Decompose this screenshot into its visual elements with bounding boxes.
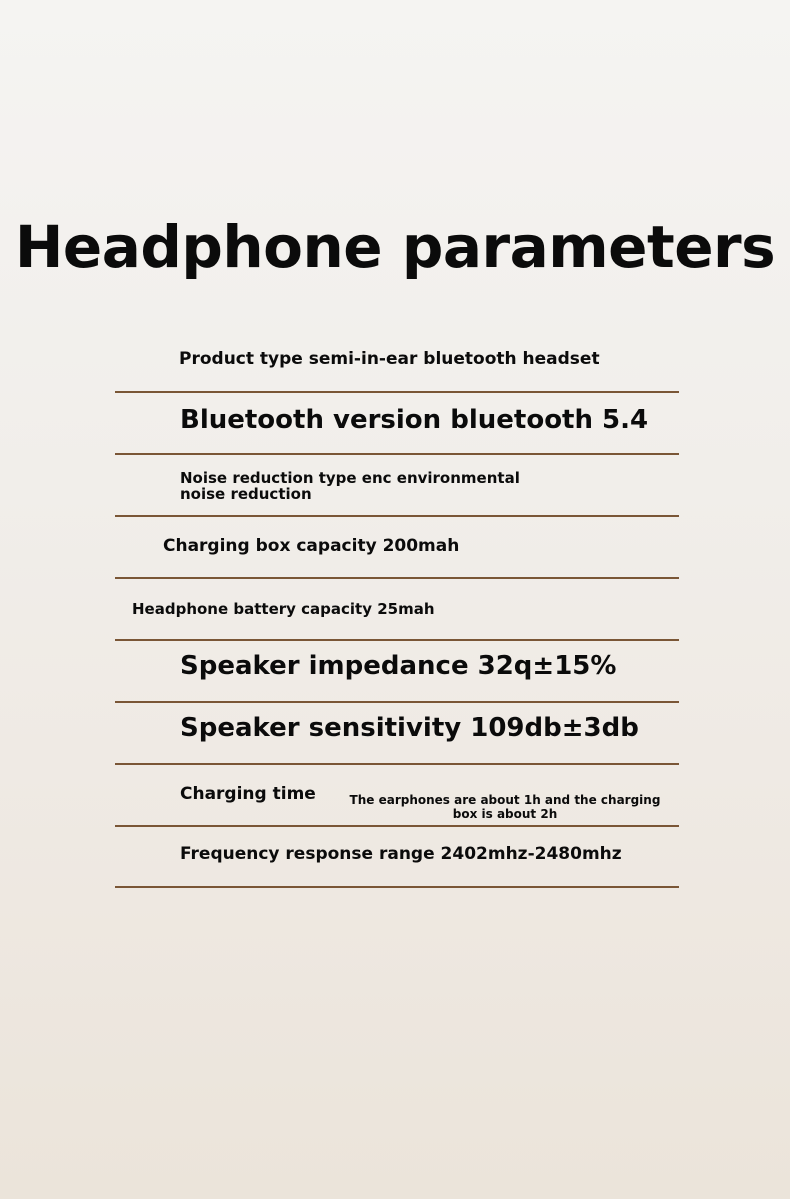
divider [115, 701, 679, 703]
divider [115, 577, 679, 579]
divider [115, 391, 679, 393]
spec-bluetooth-version: Bluetooth version bluetooth 5.4 [180, 405, 649, 435]
divider [115, 453, 679, 455]
divider [115, 763, 679, 765]
spec-product-type: Product type semi-in-ear bluetooth headset [179, 349, 600, 369]
divider [115, 639, 679, 641]
divider [115, 515, 679, 517]
spec-charging-time-value: The earphones are about 1h and the charging box is about 2h [349, 793, 661, 821]
divider [115, 886, 679, 888]
spec-battery-capacity: Headphone battery capacity 25mah [132, 600, 435, 618]
spec-charging-box-capacity: Charging box capacity 200mah [163, 536, 460, 556]
page-title: Headphone parameters [14, 213, 776, 281]
spec-speaker-impedance: Speaker impedance 32q±15% [180, 651, 617, 681]
spec-noise-reduction: Noise reduction type enc environmental noise reduction [180, 469, 520, 503]
spec-frequency-response: Frequency response range 2402mhz-2480mhz [180, 844, 622, 864]
divider [115, 825, 679, 827]
spec-charging-time-label: Charging time [180, 784, 316, 804]
spec-speaker-sensitivity: Speaker sensitivity 109db±3db [180, 713, 639, 743]
